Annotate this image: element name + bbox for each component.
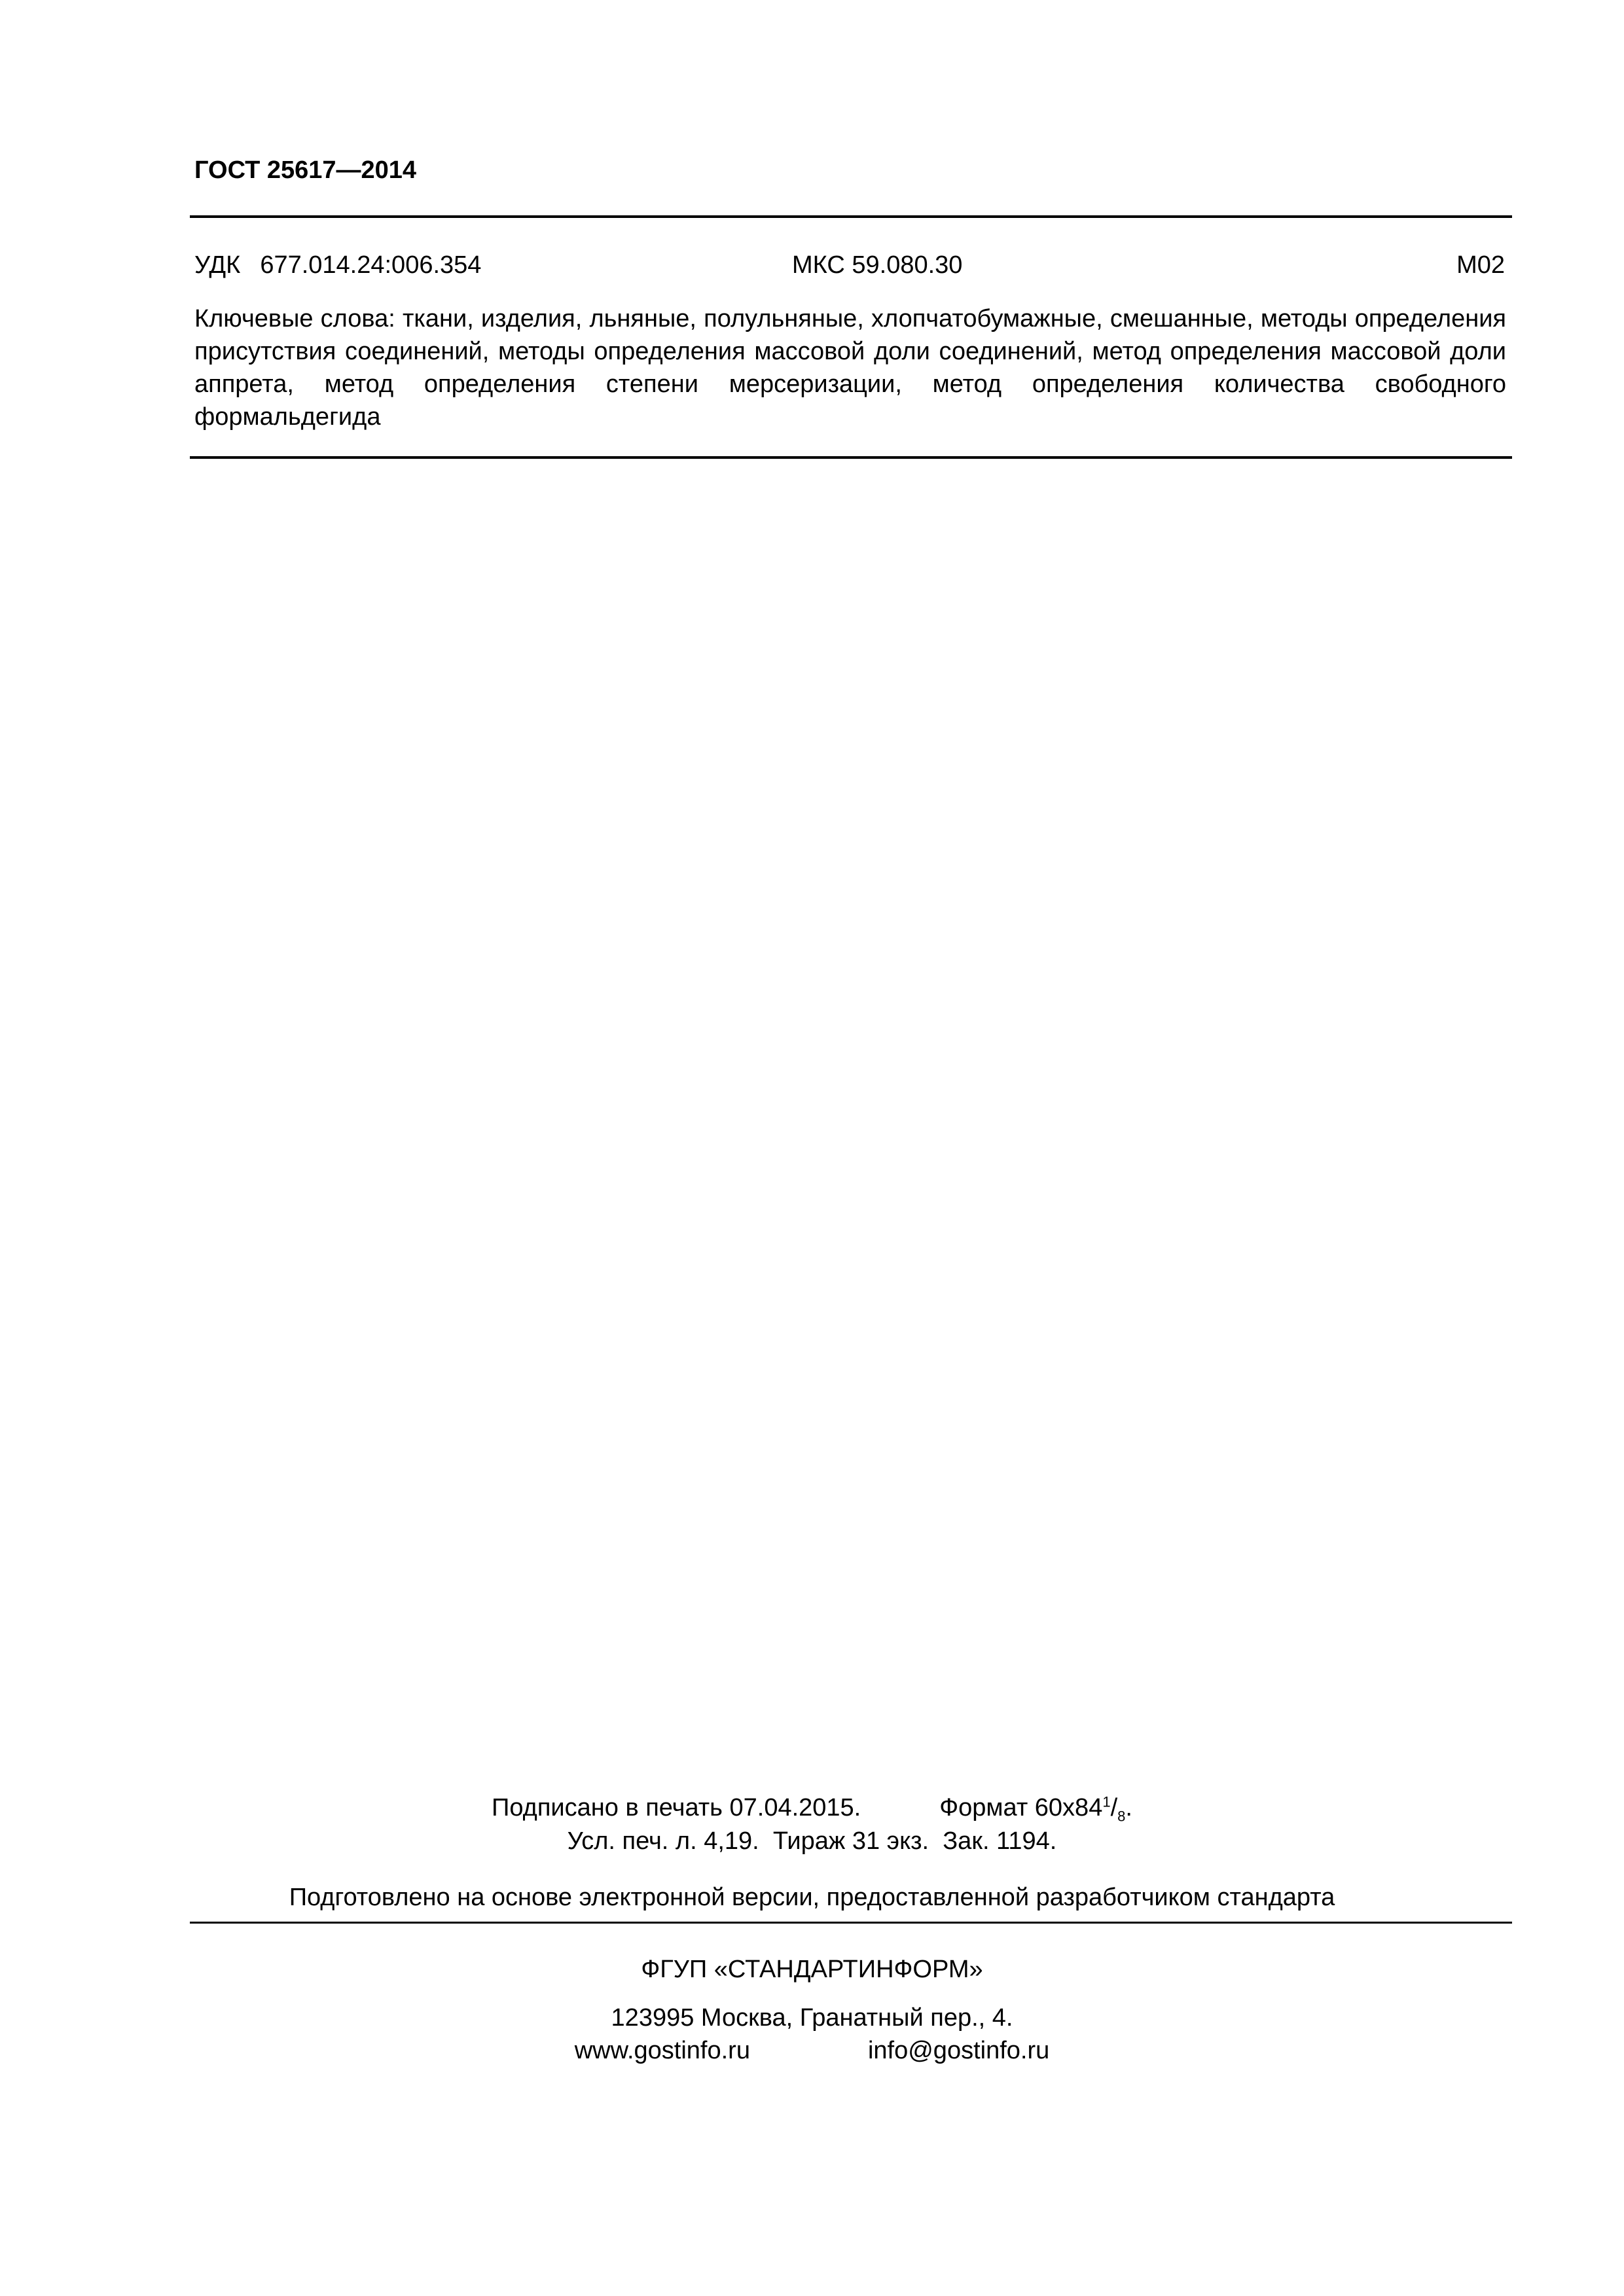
imprint-divider [190,1922,1512,1924]
top-divider [190,215,1512,218]
format-numerator: 1 [1102,1793,1111,1810]
imprint-signed-format [0,1789,1624,1827]
udk-value: 677.014.24:006.354 [260,251,482,279]
mks-code: МКС 59.080.30 [792,251,963,279]
publisher-name: ФГУП «СТАНДАРТИНФОРМ» [641,1956,983,1983]
udk-label: УДК [194,251,241,279]
paper-format: Формат $60х84^1/_8$. [939,1793,1132,1825]
keywords-divider [190,456,1512,459]
print-sheets: Усл. печ. л. 4,19. [567,1827,759,1855]
order-number: Зак. 1194. [943,1827,1057,1855]
prepared-note: Подготовлено на основе электронной версии, предоставленной разработчиком стандарта [289,1884,1335,1911]
udk-code [194,245,481,285]
standard-id: ГОСТ 25617—2014 [194,156,417,184]
group-code: М02 [1456,251,1505,279]
publisher-contacts [0,2032,1624,2070]
classification-codes [194,245,1505,285]
circulation: Тираж 31 экз. [772,1827,929,1855]
website-link[interactable]: www.gostinfo.ru [574,2037,750,2064]
keywords-paragraph: Ключевые слова: ткани, изделия, льняные, полульняные, хлопчатобумажные, смешанные, методы определения присутствия соединений, методы определения массовой доли соединений, метод определения массовой доли аппрета, метод определения степени мерсеризации, метод определения количества свободного формальдегида [194,305,1506,431]
publisher-address: 123995 Москва, Гранатный пер., 4. [611,2004,1013,2032]
signed-date: Подписано в печать 07.04.2015. [492,1794,861,1821]
email-link[interactable]: info@gostinfo.ru [867,2037,1050,2064]
format-denominator: 8 [1117,1808,1126,1825]
imprint-print-details [0,1822,1624,1860]
